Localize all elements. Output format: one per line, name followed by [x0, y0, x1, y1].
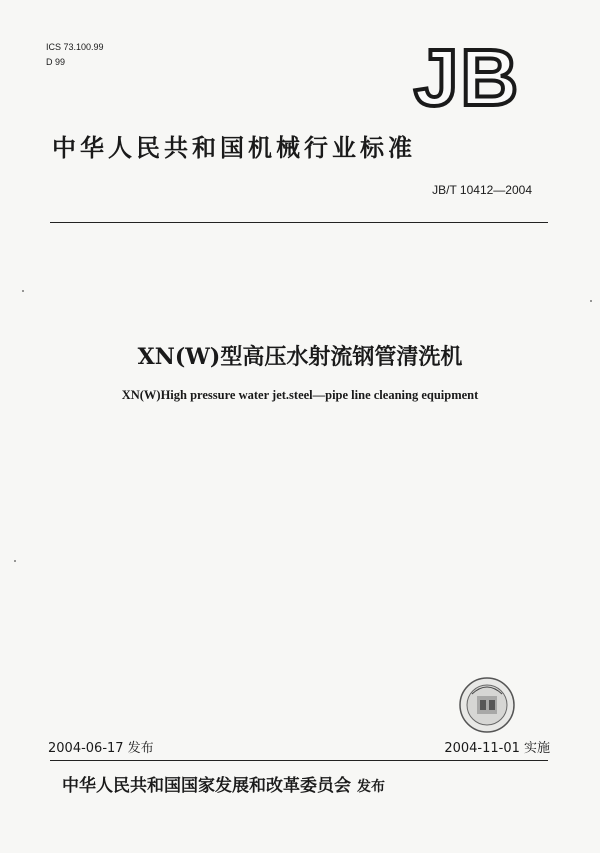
publisher-name: 中华人民共和国国家发展和改革委员会	[62, 776, 351, 796]
ics-code: ICS 73.100.99	[46, 42, 104, 52]
jb-logo-icon	[407, 35, 527, 115]
scan-speck	[14, 560, 16, 562]
logo-text: JB	[413, 35, 521, 115]
document-title-en: XN(W)High pressure water jet.steel—pipe line cleaning equipment	[121, 388, 479, 402]
publisher-line	[62, 771, 385, 796]
issue-date: 2004-06-17 发布	[48, 741, 154, 756]
classification-code: D 99	[46, 57, 66, 67]
publisher-seal-icon	[458, 676, 516, 734]
document-title-cn: XN(W)型高压水射流钢管清洗机	[137, 344, 463, 370]
standard-number: JB/T 10412—2004	[432, 183, 532, 197]
standard-category-title: 中华人民共和国机械行业标准	[52, 134, 416, 162]
scan-speck	[22, 290, 24, 292]
implementation-date: 2004-11-01 实施	[444, 741, 550, 756]
bottom-divider	[50, 760, 548, 761]
scan-speck	[590, 300, 592, 302]
top-divider	[50, 222, 548, 223]
publisher-suffix: 发布	[357, 779, 385, 795]
